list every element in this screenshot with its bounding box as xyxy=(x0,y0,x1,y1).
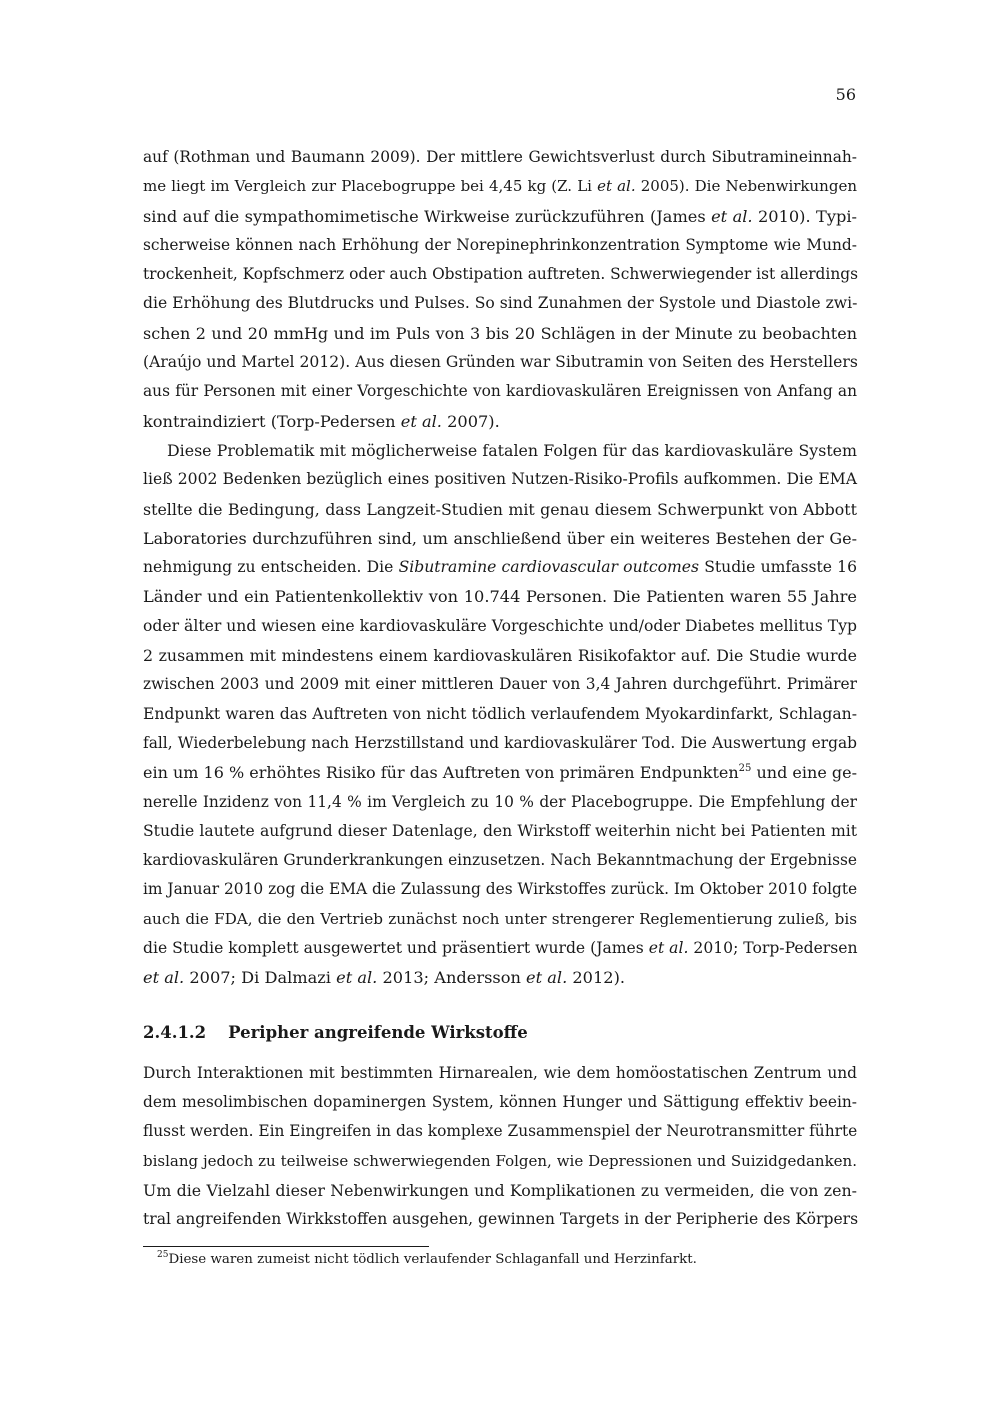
text-line: me liegt im Vergleich zur Placebogruppe bei 4,45 kg (Z. Li et al. 2005). Die Nebenwirkungen xyxy=(143,177,857,196)
text-line: Endpunkt waren das Auftreten von nicht tödlich verlaufendem Myokardinfarkt, Schlagan- xyxy=(143,704,857,723)
text-line: die Studie komplett ausgewertet und präsentiert wurde (James et al. 2010; Torp-Pedersen xyxy=(143,939,858,958)
text-line: ließ 2002 Bedenken bezüglich eines positiven Nutzen-Risiko-Profils aufkommen. Die EMA xyxy=(143,470,857,489)
text-line-with-footnote xyxy=(143,758,857,787)
text-line: dem mesolimbischen dopaminergen System, können Hunger und Sättigung effektiv beein- xyxy=(143,1092,857,1111)
text-line: nehmigung zu entscheiden. Die Sibutramine cardiovascular outcomes Studie umfasste 16 xyxy=(143,558,858,577)
section-title: Peripher angreifende Wirkstoffe xyxy=(228,1022,528,1042)
text-line: Durch Interaktionen mit bestimmten Hirnarealen, wie dem homöostatischen Zentrum und xyxy=(143,1063,857,1082)
section-number: 2.4.1.2 xyxy=(143,1022,207,1042)
text-segment: und eine ge- xyxy=(751,763,857,783)
footnote-reference[interactable]: 25 xyxy=(738,763,752,775)
text-segment: ein um 16 % erhöhtes Risiko für das Auftreten von primären Endpunkten xyxy=(143,763,739,783)
paragraph-peripheral-targets xyxy=(143,1059,857,1235)
text-line: tral angreifenden Wirkkstoffen ausgehen, gewinnen Targets in der Peripherie des Körpers xyxy=(143,1210,859,1229)
paragraph-sibutramine-side-effects xyxy=(143,143,857,436)
footnote-text: Diese waren zumeist nicht tödlich verlaufender Schlaganfall und Herzinfarkt. xyxy=(168,1252,697,1267)
text-line: Laboratories durchzuführen sind, um anschließend über ein weiteres Bestehen der Ge- xyxy=(143,528,857,548)
text-line: kontraindiziert (Torp-Pedersen et al. 2007). xyxy=(143,411,500,431)
text-line: 2 zusammen mit mindestens einem kardiovaskulären Risikofaktor auf. Die Studie wurde xyxy=(143,646,857,666)
body-text xyxy=(143,143,857,1234)
text-line: (Araújo und Martel 2012). Aus diesen Gründen war Sibutramin von Seiten des Herstellers xyxy=(143,353,858,372)
text-line: Länder und ein Patientenkollektiv von 10.744 Personen. Die Patienten waren 55 Jahre xyxy=(143,587,857,607)
text-line: schen 2 und 20 mmHg und im Puls von 3 bis 20 Schlägen in der Minute zu beobachten xyxy=(143,323,857,343)
text-line: flusst werden. Ein Eingreifen in das komplexe Zusammenspiel der Neurotransmitter führte xyxy=(143,1122,858,1141)
footnote-divider xyxy=(143,1246,429,1247)
text-line: auch die FDA, die den Vertrieb zunächst noch unter strengerer Reglementierung zuließ, bis xyxy=(143,909,857,928)
text-line: Studie lautete aufgrund dieser Datenlage, den Wirkstoff weiterhin nicht bei Patienten mit xyxy=(143,821,857,840)
text-line: oder älter und wiesen eine kardiovaskuläre Vorgeschichte und/oder Diabetes mellitus Typ xyxy=(143,616,857,635)
text-line: nerelle Inzidenz von 11,4 % im Vergleich zu 10 % der Placebogruppe. Die Empfehlung der xyxy=(143,792,857,811)
text-line: die Erhöhung des Blutdrucks und Pulses. So sind Zunahmen der Systole und Diastole zwi- xyxy=(143,294,858,313)
page-number: 56 xyxy=(835,85,856,104)
text-line: im Januar 2010 zog die EMA die Zulassung des Wirkstoffes zurück. Im Oktober 2010 folgte xyxy=(143,880,858,899)
text-line: aus für Personen mit einer Vorgeschichte von kardiovaskulären Ereignissen von Anfang an xyxy=(143,382,857,401)
text-line: Diese Problematik mit möglicherweise fatalen Folgen für das kardiovaskuläre System xyxy=(167,440,857,460)
footnote-mark: 25 xyxy=(157,1250,169,1260)
text-line: sind auf die sympathomimetische Wirkweise zurückzuführen (James et al. 2010). Typi- xyxy=(143,206,857,226)
text-line: stellte die Bedingung, dass Langzeit-Studien mit genau diesem Schwerpunkt von Abbott xyxy=(143,499,857,519)
text-line: bislang jedoch zu teilweise schwerwiegenden Folgen, wie Depressionen und Suizidgedanken. xyxy=(143,1151,857,1170)
text-line: Um die Vielzahl dieser Nebenwirkungen und Komplikationen zu vermeiden, die von zen- xyxy=(143,1180,857,1200)
text-line: et al. 2007; Di Dalmazi et al. 2013; Andersson et al. 2012). xyxy=(143,968,626,988)
text-line: zwischen 2003 und 2009 mit einer mittleren Dauer von 3,4 Jahren durchgeführt. Primärer xyxy=(143,675,857,694)
text-line: fall, Wiederbelebung nach Herzstillstand und kardiovaskulärer Tod. Die Auswertung ergab xyxy=(143,733,857,752)
paragraph-scout-study xyxy=(143,436,857,993)
text-line: kardiovaskulären Grunderkrankungen einzusetzen. Nach Bekanntmachung der Ergebnisse xyxy=(143,851,857,870)
text-line: scherweise können nach Erhöhung der Norepinephrinkonzentration Symptome wie Mund- xyxy=(143,235,857,254)
text-line: auf (Rothman und Baumann 2009). Der mittlere Gewichtsverlust durch Sibutramineinnah- xyxy=(143,148,857,166)
footnote xyxy=(157,1251,697,1269)
section-heading xyxy=(143,1018,857,1047)
text-line: trockenheit, Kopfschmerz oder auch Obstipation auftreten. Schwerwiegender ist allerdings xyxy=(143,265,858,284)
